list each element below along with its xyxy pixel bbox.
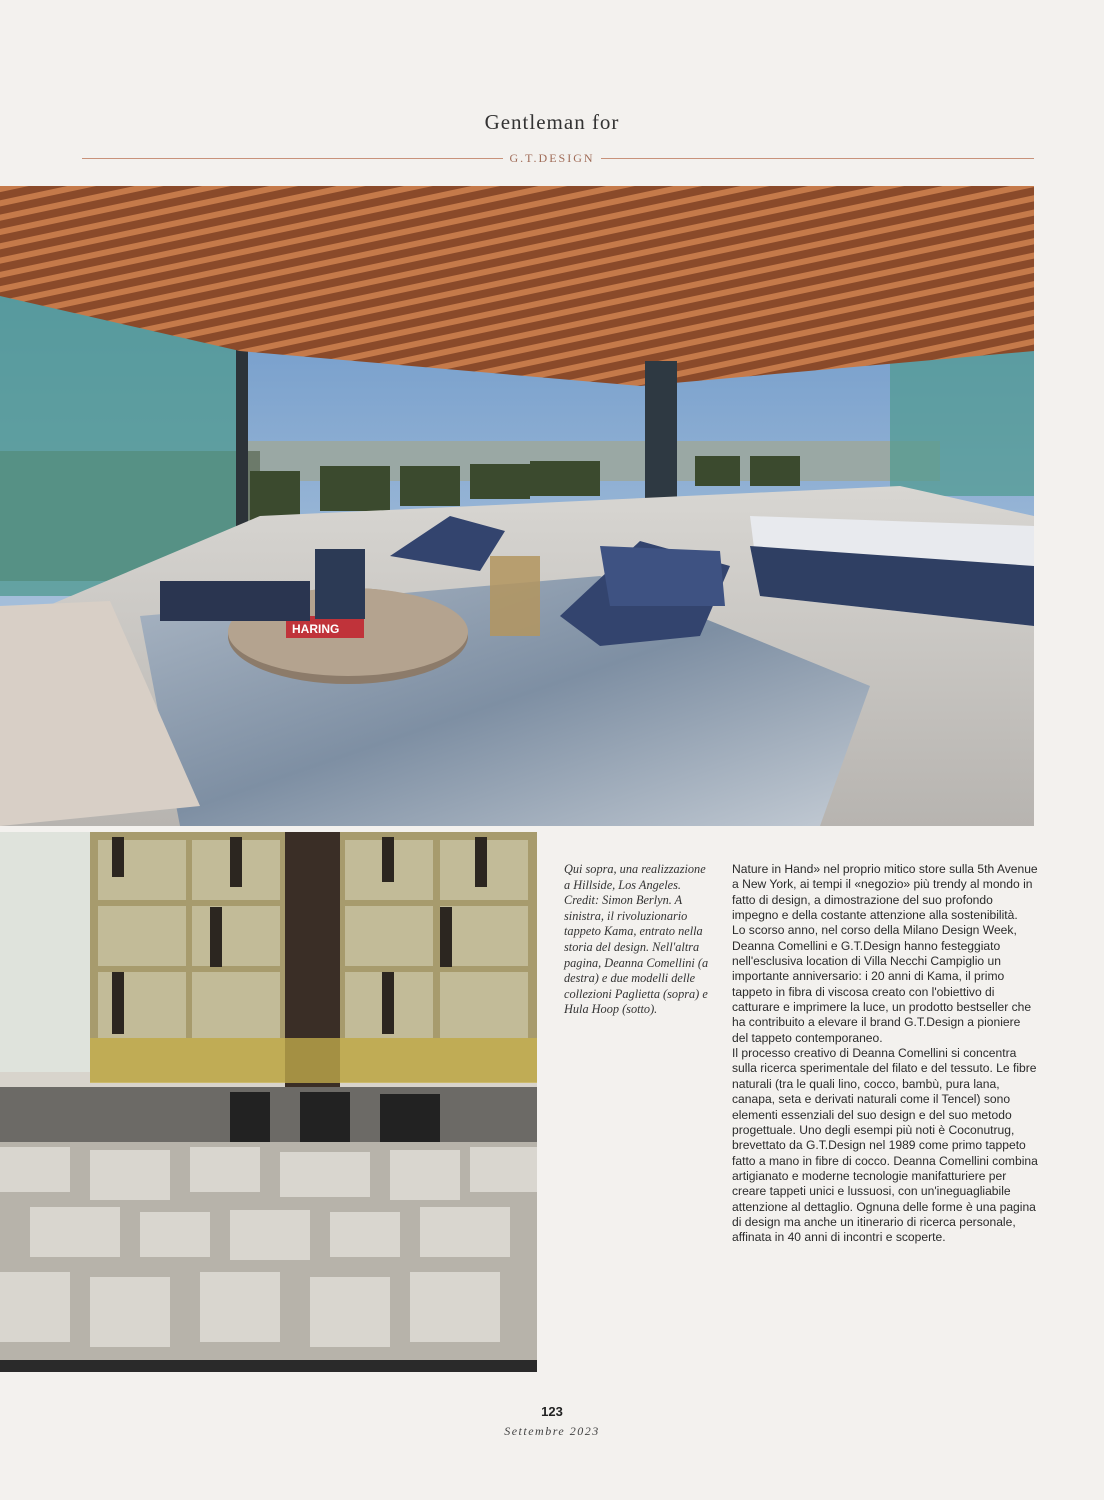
body-paragraph-1: Nature in Hand» nel proprio mitico store sulla 5th Avenue a New York, ai tempi il «negozio» più trendy al mondo in fatto di design, a dimostrazione del suo profondo impegno e della costante attenzione alla sostenibilità.: [732, 862, 1038, 923]
header-brand: [0, 149, 1104, 167]
hero-photo: [0, 186, 1034, 826]
kama-rug-illustration: [0, 832, 537, 1372]
page-number: 123: [541, 1404, 563, 1419]
body-paragraph-2: Lo scorso anno, nel corso della Milano Design Week, Deanna Comellini e G.T.Design hanno festeggiato nell'esclusiva location di Villa Necchi Campiglio un importante anniversario: i 20 anni di Kama, il primo tappeto in fibra di viscosa creato con l'obiettivo di catturare e imprimere la luce, un prodotto bestseller che ha contribuito a elevare il brand G.T.Design a pioniere del tappeto contemporaneo.: [732, 923, 1032, 1045]
header-brand-label: G.T.DESIGN: [503, 151, 600, 165]
kama-rug-photo: [0, 832, 537, 1372]
caption-text: Qui sopra, una realizzazione a Hillside, Los Angeles. Credit: Simon Berlyn. A sinistra, il rivoluzionario tappeto Kama, entrato nella storia del design. Nell'altra pagina, Deanna Comellini (a destra) e due modelli delle collezioni Paglietta (sopra) e Hula Hoop (sotto).: [564, 862, 709, 1017]
photo-caption: [564, 862, 714, 1018]
body-paragraph-3: Il processo creativo di Deanna Comellini si concentra sulla ricerca sperimentale del filato e del tessuto. Le fibre naturali (tra le quali lino, cocco, bambù, pura lana, canapa, seta e derivati naturali come il Tencel) sono elementi essenziali del suo design e del suo metodo progettuale. Uno degli esempi più noti è Coconutrug, brevettato da G.T.Design nel 1989 come primo tappeto fatto a mano in fibre di cocco. Deanna Comellini combina artigianato e moderne tecnologie manifatturiere per creare tappeti unici e lussuosi, con un'ineguagliabile attenzione al dettaglio. Ognuna delle forme è una pagina di design ma anche un itinerario di ricerca personale, affinata in 40 anni di incontri e scoperte.: [732, 1046, 1038, 1245]
page-header-title: Gentleman for: [484, 110, 620, 134]
article-body: [732, 862, 1038, 1246]
issue-date: Settembre 2023: [504, 1424, 600, 1438]
book-cover-label: HARING: [292, 622, 340, 636]
hero-photo-illustration: [0, 186, 1034, 826]
